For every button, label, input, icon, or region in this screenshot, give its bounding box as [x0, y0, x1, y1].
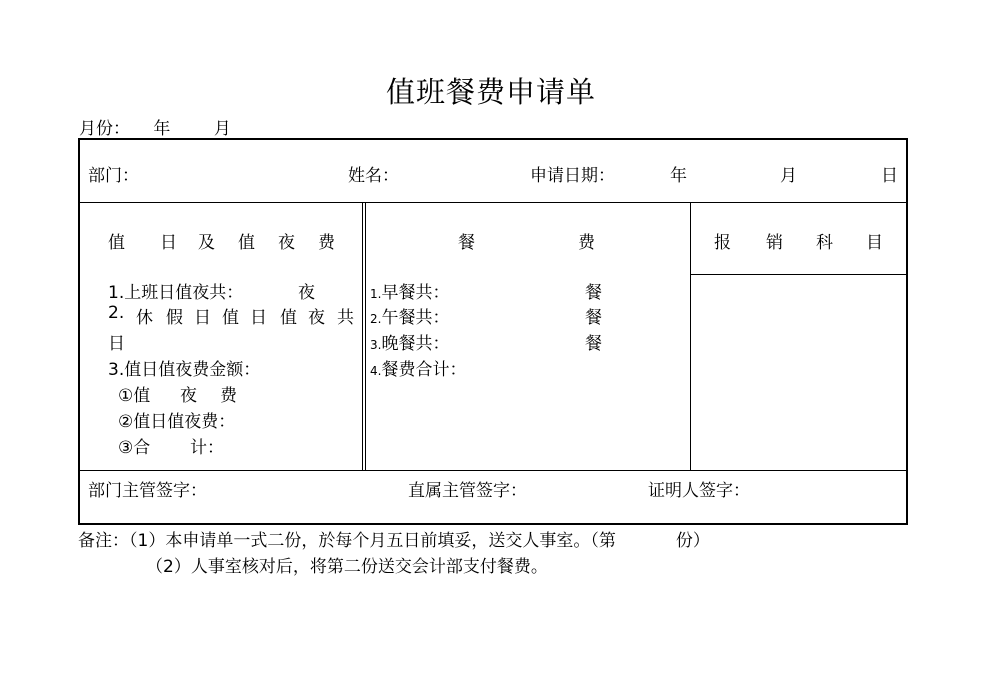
meal-unit-2: 餐 — [585, 308, 602, 328]
col1-heading-c0: 值 — [108, 233, 125, 253]
meal-unit-1: 餐 — [585, 283, 602, 303]
col1-heading-c2: 及 — [198, 233, 215, 253]
col3-divider — [690, 274, 906, 275]
date-day: 日 — [881, 166, 898, 186]
month-year: 年 — [153, 119, 171, 139]
dept-head-signature-label: 部门主管签字： — [88, 481, 207, 501]
col1-item1-unit: 夜 — [298, 283, 315, 303]
dept-label: 部门： — [88, 166, 139, 186]
col1-item2-c6: 值 — [280, 308, 297, 328]
name-label: 姓名： — [348, 166, 399, 186]
col1-item2-c4: 值 — [222, 308, 239, 328]
col3-heading-c3: 目 — [866, 233, 883, 253]
note-line-1 — [78, 526, 710, 551]
col1-sub2: ②值日值夜费： — [118, 412, 236, 432]
meal-label-3: 晚餐共： — [381, 334, 450, 354]
col2-heading-b: 费 — [578, 233, 595, 253]
col1-item2-c2: 假 — [166, 308, 183, 328]
col1-heading-c3: 值 — [238, 233, 255, 253]
meal-row-1 — [370, 278, 449, 303]
month-month: 月 — [213, 119, 231, 139]
col1-item2-c1: 休 — [136, 308, 153, 328]
col1-item2-c3: 日 — [194, 308, 211, 328]
meal-num-1: 1. — [370, 287, 382, 301]
row-divider-1 — [80, 202, 906, 203]
col-divider-1b — [365, 202, 366, 470]
col1-sub1-c2: 费 — [220, 386, 237, 406]
col1-sub3-c0: ③合 — [118, 438, 151, 458]
col1-heading-c4: 夜 — [278, 233, 295, 253]
col3-heading-c1: 销 — [766, 233, 783, 253]
note-line-1-text: 备注：（1）本申请单一式二份，於每个月五日前填妥，送交人事室。（第 — [78, 531, 616, 551]
row-divider-2 — [80, 470, 906, 471]
meal-unit-3: 餐 — [585, 334, 602, 354]
form-table — [78, 138, 908, 525]
meal-num-2: 2. — [370, 312, 382, 326]
note-line-2: （2）人事室核对后，将第二份送交会计部支付餐费。 — [146, 557, 548, 577]
direct-head-signature-label: 直属主管签字： — [408, 481, 527, 501]
col1-item2-c5: 日 — [250, 308, 267, 328]
note-line-1-tail: 份） — [675, 531, 710, 551]
month-line — [79, 114, 231, 139]
col1-sub1-c1: 夜 — [180, 386, 197, 406]
month-label: 月份： — [79, 119, 130, 139]
col1-sub1-c0: ①值 — [118, 386, 151, 406]
col-divider-2 — [690, 202, 691, 470]
col1-heading-c5: 费 — [318, 233, 335, 253]
col1-item2-c8: 共 — [337, 308, 354, 328]
page-title: 值班餐费申请单 — [385, 75, 596, 109]
meal-total-num: 4. — [370, 364, 382, 378]
meal-label-2: 午餐共： — [381, 308, 450, 328]
date-month: 月 — [780, 166, 797, 186]
meal-num-3: 3. — [370, 338, 382, 352]
col1-sub3-c1: 计： — [190, 438, 224, 458]
meal-total-row — [370, 355, 466, 380]
col1-item2-c7: 夜 — [308, 308, 325, 328]
col-divider-1a — [362, 202, 363, 470]
date-year: 年 — [670, 166, 687, 186]
col1-item2-tail: 日 — [108, 334, 125, 354]
col3-heading-c2: 科 — [816, 233, 833, 253]
col1-item3: 3.值日值夜费金额： — [108, 360, 261, 380]
meal-row-3 — [370, 329, 449, 354]
col1-item1-label: 1.上班日值夜共： — [108, 283, 244, 303]
col1-item2-c0: 2. — [108, 303, 125, 323]
col3-heading-c0: 报 — [714, 233, 731, 253]
meal-row-2 — [370, 303, 449, 328]
witness-signature-label: 证明人签字： — [648, 481, 750, 501]
col2-heading-a: 餐 — [458, 233, 475, 253]
meal-label-1: 早餐共： — [381, 283, 450, 303]
col1-heading-c1: 日 — [160, 233, 177, 253]
date-label: 申请日期： — [530, 166, 615, 186]
meal-total-label: 餐费合计： — [381, 360, 467, 380]
